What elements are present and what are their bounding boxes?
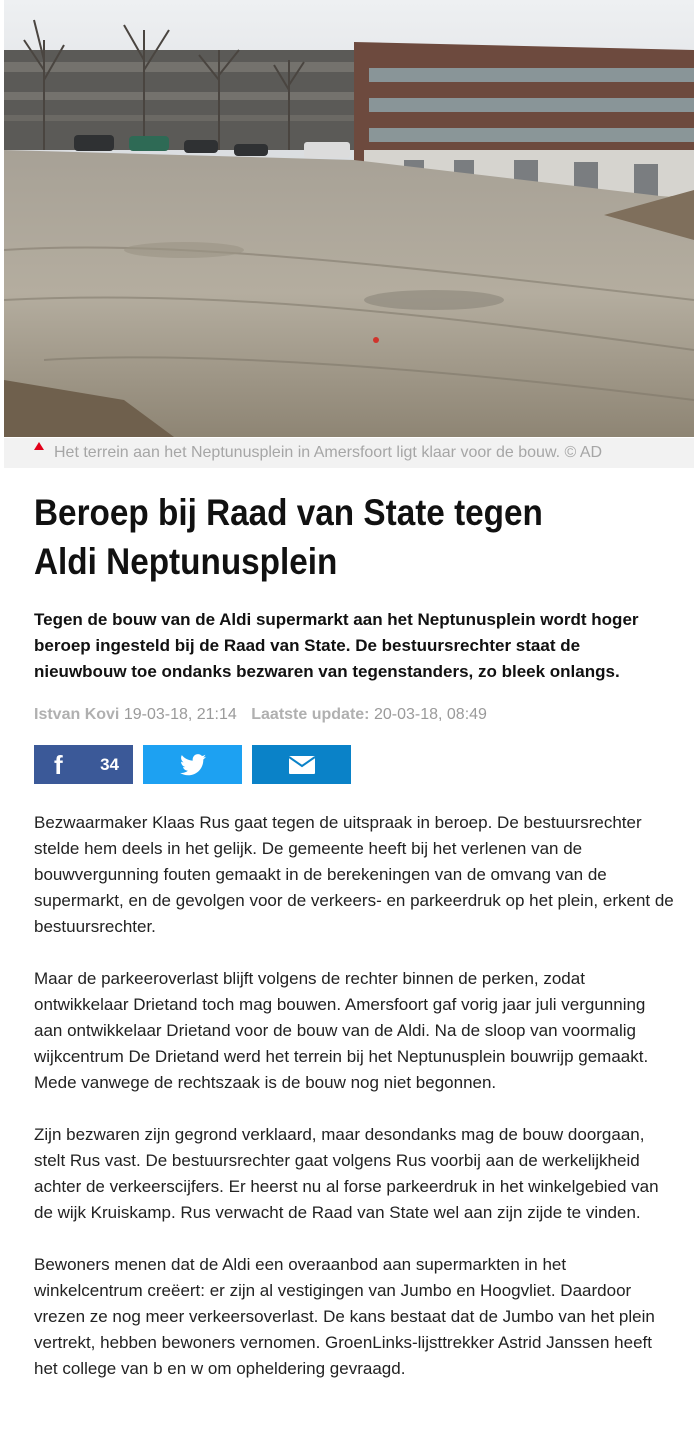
- title-line-1: Beroep bij Raad van State tegen: [34, 492, 543, 533]
- article-body: [34, 810, 674, 1408]
- article-meta: [34, 706, 487, 724]
- construction-site-photo: [4, 0, 694, 437]
- photo-caption: [4, 438, 694, 468]
- body-paragraph: Maar de parkeeroverlast blijft volgens de rechter binnen de perken, zodat ontwikkelaar Drietand toch mag bouwen. Amersfoort gaf vorig jaar juli vergunning aan ontwikkelaar Drietand voor de bouw van de Aldi. Na de sloop van voormalig wijkcentrum De Drietand werd het terrein bij het Neptunusplein bouwrijp gemaakt. Mede vanwege de rechtszaak is de bouw nog niet begonnen.: [34, 969, 649, 1092]
- update-label: Laatste update:: [251, 706, 370, 723]
- facebook-icon: f: [54, 750, 63, 780]
- mail-icon: [289, 756, 315, 774]
- body-paragraph: Bewoners menen dat de Aldi een overaanbod aan supermarkten in het winkelcentrum creëert: er zijn al vestigingen van Jumbo en Hoogvliet. Daardoor vrezen ze nog meer verkeersoverlast. De kans bestaat dat de Jumbo van het plein vertrekt, hebben bewoners vernomen. GroenLinks-lijsttrekker Astrid Janssen heeft het college van b en w om opheldering gevraagd.: [34, 1255, 655, 1378]
- title-line-2: Aldi Neptunusplein: [34, 541, 338, 582]
- facebook-share-button[interactable]: [34, 745, 133, 784]
- body-paragraph: Bezwaarmaker Klaas Rus gaat tegen de uitspraak in beroep. De bestuursrechter stelde hem deels in het gelijk. De gemeente heeft bij het verlenen van de bouwvergunning fouten gemaakt in de berekeningen van de omvang van de supermarkt, en de gevolgen voor de verkeers- en parkeerdruk op het plein, erkent de bestuursrechter.: [34, 813, 674, 936]
- mail-share-button[interactable]: [252, 745, 351, 784]
- caption-text: Het terrein aan het Neptunusplein in Amersfoort ligt klaar voor de bouw. © AD: [54, 444, 603, 461]
- published-date: 19-03-18, 21:14: [123, 706, 237, 723]
- body-paragraph: Zijn bezwaren zijn gegrond verklaard, maar desondanks mag de bouw doorgaan, stelt Rus vast. De bestuursrechter gaat volgens Rus voorbij aan de werkelijkheid achter de verkeerscijfers. Er heerst nu al forse parkeerdruk in het winkelgebied van de wijk Kruiskamp. Rus verwacht de Raad van State wel aan zijn zijde te vinden.: [34, 1125, 659, 1222]
- twitter-share-button[interactable]: [143, 745, 242, 784]
- article-title: [34, 488, 664, 586]
- article-lead: Tegen de bouw van de Aldi supermarkt aan het Neptunusplein wordt hoger beroep ingesteld bij de Raad van State. De bestuursrechter staat de nieuwbouw toe ondanks bezwaren van tegenstanders, zo bleek onlangs.: [34, 610, 639, 681]
- twitter-icon: [180, 754, 206, 776]
- facebook-share-count: 34: [100, 755, 119, 774]
- caption-marker-icon: [34, 442, 44, 450]
- hero-photo: [4, 0, 694, 437]
- updated-date: 20-03-18, 08:49: [373, 706, 487, 723]
- author-name[interactable]: Istvan Kovi: [34, 706, 120, 723]
